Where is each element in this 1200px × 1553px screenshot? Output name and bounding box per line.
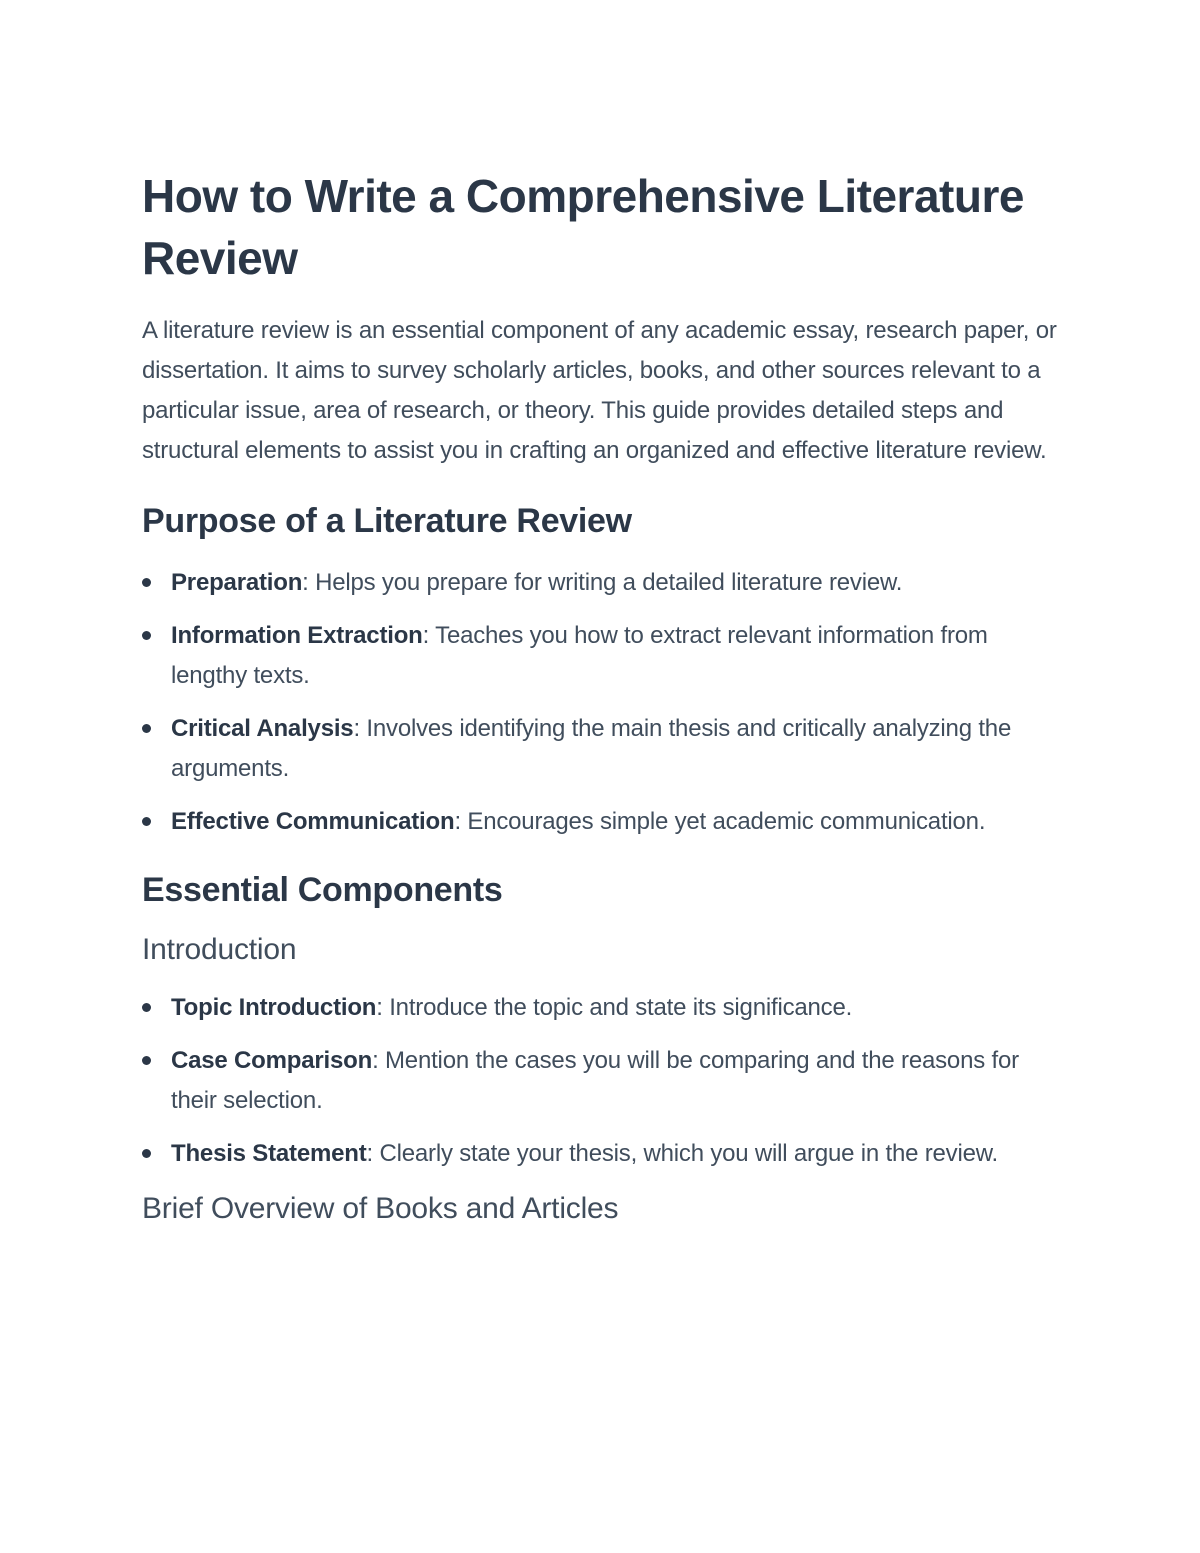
subsection-heading-overview: Brief Overview of Books and Articles: [142, 1192, 619, 1225]
intro-paragraph: A literature review is an essential component of any academic essay, research paper, or dissertation. It aims to survey scholarly articles, books, and other sources relevant to a particular issue, area of research, or theory. This guide provides detailed steps and structural elements to assist you in crafting an organized and effective literature review.: [142, 317, 1057, 464]
list-item-term: Thesis Statement: [171, 1140, 367, 1167]
bullet-icon: [142, 578, 151, 587]
list-item: [142, 563, 1051, 603]
list-item-term: Case Comparison: [171, 1047, 373, 1074]
document-page: [142, 165, 1072, 1231]
term-separator: :: [366, 1140, 373, 1167]
bullet-icon: [142, 1056, 151, 1065]
term-separator: :: [353, 715, 360, 742]
list-item-text: Mention the cases you will be comparing and the reasons for their selection.: [171, 1047, 1019, 1114]
list-item-term: Topic Introduction: [171, 994, 377, 1021]
list-item-text: Clearly state your thesis, which you will argue in the review.: [379, 1140, 999, 1167]
list-item: [142, 616, 1051, 696]
term-separator: :: [376, 994, 383, 1021]
list-item: [142, 802, 1051, 842]
bullet-icon: [142, 1003, 151, 1012]
list-item: [142, 988, 1051, 1028]
list-item-term: Information Extraction: [171, 622, 423, 649]
bullet-icon: [142, 724, 151, 733]
purpose-list: [142, 563, 1072, 842]
introduction-list: [142, 988, 1072, 1174]
term-separator: :: [372, 1047, 379, 1074]
bullet-icon: [142, 817, 151, 826]
list-item: [142, 1041, 1051, 1121]
bullet-icon: [142, 1149, 151, 1158]
term-separator: :: [302, 569, 309, 596]
list-item-text: Helps you prepare for writing a detailed literature review.: [315, 569, 903, 596]
list-item-text: Introduce the topic and state its significance.: [389, 994, 853, 1021]
section-heading-purpose: Purpose of a Literature Review: [142, 502, 632, 540]
term-separator: :: [454, 808, 461, 835]
list-item: [142, 709, 1051, 789]
bullet-icon: [142, 631, 151, 640]
subsection-heading-introduction: Introduction: [142, 933, 297, 966]
list-item-text: Encourages simple yet academic communication.: [467, 808, 986, 835]
list-item-text: Involves identifying the main thesis and critically analyzing the arguments.: [171, 715, 1012, 782]
list-item-text: Teaches you how to extract relevant information from lengthy texts.: [171, 622, 988, 689]
list-item-term: Effective Communication: [171, 808, 455, 835]
list-item-term: Critical Analysis: [171, 715, 354, 742]
page-title: How to Write a Comprehensive Literature Review: [142, 170, 1024, 284]
list-item-term: Preparation: [171, 569, 303, 596]
term-separator: :: [422, 622, 430, 649]
section-heading-components: Essential Components: [142, 871, 503, 909]
list-item: [142, 1134, 1051, 1174]
